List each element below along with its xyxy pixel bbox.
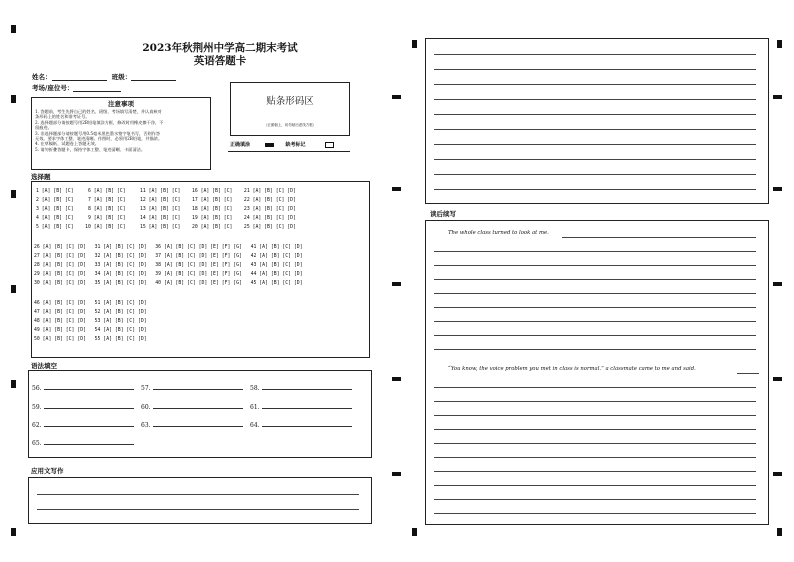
notice-line: 4. 在草稿纸、试题卷上答题无效。 bbox=[35, 141, 99, 147]
writing-line[interactable] bbox=[562, 237, 756, 238]
writing-line[interactable] bbox=[434, 513, 756, 514]
writing-line[interactable] bbox=[434, 265, 756, 266]
writing-line[interactable] bbox=[737, 373, 759, 374]
registration-mark bbox=[777, 528, 782, 536]
registration-mark bbox=[773, 377, 782, 381]
writing-line[interactable] bbox=[434, 335, 756, 336]
writing-line[interactable] bbox=[434, 485, 756, 486]
practical-writing-box[interactable] bbox=[28, 477, 372, 524]
writing-line[interactable] bbox=[434, 69, 756, 70]
writing-line[interactable] bbox=[37, 509, 359, 510]
fill-item[interactable] bbox=[250, 402, 352, 411]
class-label: 班级： bbox=[111, 73, 132, 81]
fill-number: 63. bbox=[141, 422, 151, 429]
choice-row[interactable]: 46 [A] [B] [C] [D] 51 [A] [B] [C] [D] bbox=[34, 301, 147, 306]
prompt-2: “You know, the voice problem you met in class is normal.” a classmate came to me and said. bbox=[448, 366, 696, 372]
fill-number: 58. bbox=[250, 385, 260, 392]
registration-mark bbox=[392, 282, 401, 286]
section-label-continuation: 读后续写 bbox=[430, 210, 456, 218]
section-label-practical: 应用文写作 bbox=[31, 467, 64, 475]
notice-box bbox=[31, 97, 211, 170]
seat-field[interactable] bbox=[73, 84, 121, 92]
answer-line[interactable] bbox=[153, 402, 243, 409]
choice-row[interactable]: 4 [A] [B] [C] 9 [A] [B] [C] 14 [A] [B] [C] 19 [A] [B] [C] 24 [A] [B] [C] [D] bbox=[36, 216, 296, 221]
answer-line[interactable] bbox=[262, 383, 352, 390]
fill-number: 61. bbox=[250, 404, 260, 411]
notice-title: 注意事项 bbox=[108, 100, 134, 108]
answer-line[interactable] bbox=[44, 383, 134, 390]
fill-number: 57. bbox=[141, 385, 151, 392]
writing-box-top[interactable] bbox=[425, 38, 769, 204]
writing-line[interactable] bbox=[434, 129, 756, 130]
writing-line[interactable] bbox=[434, 387, 756, 388]
writing-line[interactable] bbox=[37, 494, 359, 495]
answer-line[interactable] bbox=[153, 383, 243, 390]
choice-row[interactable]: 29 [A] [B] [C] [D] 34 [A] [B] [C] [D] 39 [A] [B] [C] [D] [E] [F] [G] 44 [A] [B] [C] [D] bbox=[34, 272, 303, 277]
class-field[interactable] bbox=[131, 73, 176, 81]
writing-line[interactable] bbox=[434, 84, 756, 85]
writing-line[interactable] bbox=[434, 251, 756, 252]
registration-mark bbox=[11, 528, 16, 536]
answer-line[interactable] bbox=[153, 420, 243, 427]
registration-mark bbox=[392, 377, 401, 381]
fill-item[interactable] bbox=[32, 438, 134, 447]
registration-mark bbox=[773, 282, 782, 286]
writing-line[interactable] bbox=[434, 443, 756, 444]
writing-line[interactable] bbox=[434, 499, 756, 500]
registration-mark bbox=[11, 95, 16, 103]
choice-row[interactable]: 2 [A] [B] [C] 7 [A] [B] [C] 12 [A] [B] [C] 17 [A] [B] [C] 22 [A] [B] [C] [D] bbox=[36, 198, 296, 203]
choice-row[interactable]: 3 [A] [B] [C] 8 [A] [B] [C] 13 [A] [B] [C] 18 [A] [B] [C] 23 [A] [B] [C] [D] bbox=[36, 207, 296, 212]
fill-number: 62. bbox=[32, 422, 42, 429]
section-label-fill: 语法填空 bbox=[31, 362, 57, 370]
choice-row[interactable]: 28 [A] [B] [C] [D] 33 [A] [B] [C] [D] 38 [A] [B] [C] [D] [E] [F] [G] 43 [A] [B] [C] [D] bbox=[34, 263, 303, 268]
fill-number: 60. bbox=[141, 404, 151, 411]
choice-row[interactable]: 30 [A] [B] [C] [D] 35 [A] [B] [C] [D] 40 [A] [B] [C] [D] [E] [F] [G] 45 [A] [B] [C] [D] bbox=[34, 281, 303, 286]
barcode-title: 贴条形码区 bbox=[266, 96, 314, 107]
writing-line[interactable] bbox=[434, 471, 756, 472]
registration-mark bbox=[11, 380, 16, 388]
answer-line[interactable] bbox=[44, 438, 134, 445]
fill-number: 56. bbox=[32, 385, 42, 392]
name-label: 姓名： bbox=[32, 73, 52, 81]
registration-mark bbox=[392, 95, 401, 99]
choice-box bbox=[31, 181, 370, 358]
absent-mark-checkbox[interactable] bbox=[325, 142, 334, 148]
registration-mark bbox=[773, 95, 782, 99]
choice-row[interactable]: 48 [A] [B] [C] [D] 53 [A] [B] [C] [D] bbox=[34, 319, 147, 324]
notice-line: 留痕迹。 bbox=[35, 125, 52, 131]
registration-mark bbox=[412, 40, 417, 48]
continuation-box[interactable] bbox=[425, 220, 769, 525]
fill-item[interactable] bbox=[32, 402, 134, 411]
answer-line[interactable] bbox=[44, 420, 134, 427]
registration-mark bbox=[392, 187, 401, 191]
writing-line[interactable] bbox=[434, 401, 756, 402]
notice-line: 无效。要求字体工整、笔迹清晰。作图时，必须用2B铅笔，并描浓。 bbox=[35, 136, 163, 142]
writing-line[interactable] bbox=[434, 321, 756, 322]
fill-item[interactable] bbox=[141, 420, 243, 429]
filled-box-icon bbox=[265, 143, 274, 147]
fill-item[interactable] bbox=[141, 383, 243, 392]
registration-mark bbox=[11, 190, 16, 198]
notice-line: 条形码上的姓名和准考证号。 bbox=[35, 114, 90, 120]
choice-row[interactable]: 1 [A] [B] [C] 6 [A] [B] [C] 11 [A] [B] [C] 16 [A] [B] [C] 21 [A] [B] [C] [D] bbox=[36, 189, 296, 194]
notice-line: 2. 选择题部分请按题号用2B铅笔填涂方框，修改时用橡皮擦干净，不 bbox=[35, 119, 164, 125]
fill-item[interactable] bbox=[32, 383, 134, 392]
fill-example-row bbox=[230, 141, 334, 148]
writing-line[interactable] bbox=[434, 415, 756, 416]
registration-mark bbox=[392, 472, 401, 476]
barcode-note: （正面朝上，切勿贴出虚线方框） bbox=[263, 123, 317, 127]
absent-mark-label: 缺考标记 bbox=[285, 142, 306, 148]
choice-row[interactable]: 5 [A] [B] [C] 10 [A] [B] [C] 15 [A] [B] [C] 20 [A] [B] [C] 25 [A] [B] [C] [D] bbox=[36, 225, 296, 230]
writing-line[interactable] bbox=[434, 279, 756, 280]
choice-row[interactable]: 50 [A] [B] [C] [D] 55 [A] [B] [C] [D] bbox=[34, 337, 147, 342]
writing-line[interactable] bbox=[434, 189, 756, 190]
choice-row[interactable]: 26 [A] [B] [C] [D] 31 [A] [B] [C] [D] 36 [A] [B] [C] [D] [E] [F] [G] 41 [A] [B] [C] [D] bbox=[34, 245, 303, 250]
writing-line[interactable] bbox=[434, 114, 756, 115]
name-class-row bbox=[32, 72, 176, 81]
notice-line: 1. 答题前，考生先将自己的姓名、班级、考场填写清楚，并认真核对 bbox=[35, 109, 162, 114]
writing-line[interactable] bbox=[434, 99, 756, 100]
notice-line: 3. 非选择题部分请按题号用0.5毫米黑色墨水签字笔书写，否则作答 bbox=[35, 130, 161, 136]
writing-line[interactable] bbox=[434, 457, 756, 458]
registration-mark bbox=[773, 472, 782, 476]
writing-line[interactable] bbox=[434, 293, 756, 294]
seat-row bbox=[32, 83, 121, 92]
writing-line[interactable] bbox=[434, 54, 756, 55]
fill-number: 64. bbox=[250, 422, 260, 429]
fill-number: 59. bbox=[32, 404, 42, 411]
writing-line[interactable] bbox=[434, 307, 756, 308]
exam-subtitle: 英语答题卡 bbox=[193, 55, 247, 67]
correct-fill-label: 正确填涂 bbox=[230, 142, 251, 148]
fill-item[interactable] bbox=[250, 420, 352, 429]
writing-line[interactable] bbox=[434, 159, 756, 160]
fill-number: 65. bbox=[32, 440, 42, 447]
registration-mark bbox=[777, 40, 782, 48]
registration-mark bbox=[412, 528, 417, 536]
writing-line[interactable] bbox=[434, 174, 756, 175]
barcode-area[interactable] bbox=[230, 82, 350, 136]
answer-line[interactable] bbox=[262, 402, 352, 409]
section-label-choice: 选择题 bbox=[31, 173, 51, 181]
choice-row[interactable]: 47 [A] [B] [C] [D] 52 [A] [B] [C] [D] bbox=[34, 310, 147, 315]
fill-box bbox=[28, 370, 372, 458]
answer-line[interactable] bbox=[44, 402, 134, 409]
choice-row[interactable]: 49 [A] [B] [C] [D] 54 [A] [B] [C] [D] bbox=[34, 328, 147, 333]
notice-line: 5. 请勿折叠答题卡，保持字体工整、笔迹清晰、卡面清洁。 bbox=[35, 146, 146, 152]
writing-line[interactable] bbox=[434, 429, 756, 430]
registration-mark bbox=[11, 285, 16, 293]
seat-label: 考场/座位号： bbox=[32, 84, 74, 92]
registration-mark bbox=[11, 25, 16, 33]
fill-item[interactable] bbox=[32, 420, 134, 429]
choice-row[interactable]: 27 [A] [B] [C] [D] 32 [A] [B] [C] [D] 37 [A] [B] [C] [D] [E] [F] [G] 42 [A] [B] [C] [D] bbox=[34, 254, 303, 259]
writing-line[interactable] bbox=[434, 144, 756, 145]
writing-line[interactable] bbox=[434, 349, 756, 350]
name-field[interactable] bbox=[52, 73, 107, 81]
answer-line[interactable] bbox=[262, 420, 352, 427]
registration-mark bbox=[773, 187, 782, 191]
fill-item[interactable] bbox=[250, 383, 352, 392]
fill-item[interactable] bbox=[141, 402, 243, 411]
prompt-1: The whole class turned to look at me. bbox=[448, 230, 549, 236]
exam-title: 2023年秋荆州中学高二期末考试 bbox=[142, 42, 298, 54]
divider bbox=[228, 151, 350, 152]
